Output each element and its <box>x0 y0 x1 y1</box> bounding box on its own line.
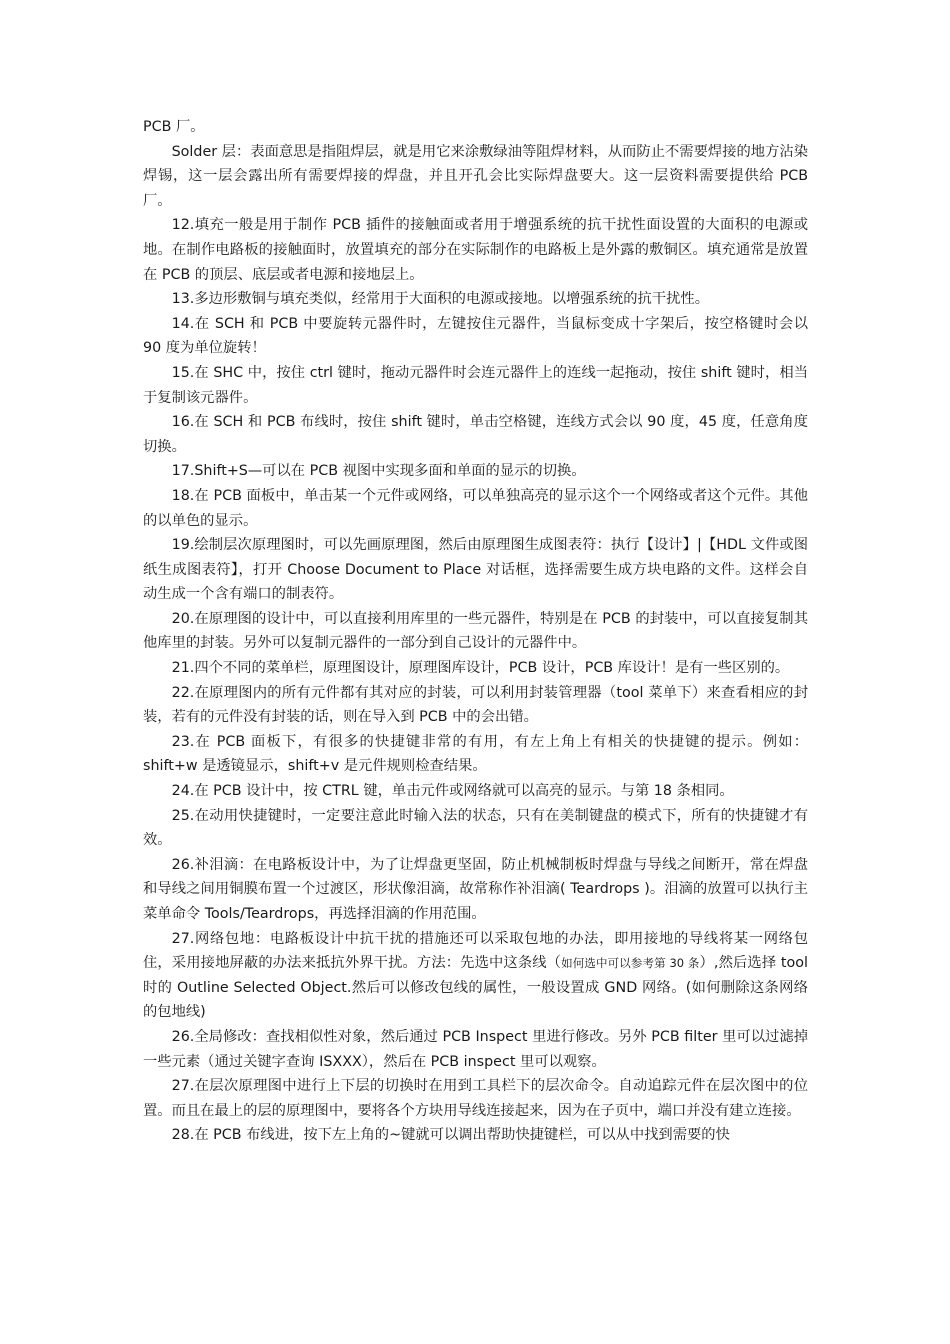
paragraph-note: 如何选中可以参考第 30 条 <box>561 956 700 971</box>
paragraph: 20.在原理图的设计中，可以直接利用库里的一些元器件，特别是在 PCB 的封装中，可以直接复制其他库里的封装。另外可以复制元器件的一部分到自己设计的元器件中。 <box>143 610 808 652</box>
paragraph: Solder 层：表面意思是指阻焊层，就是用它来涂敷绿油等阻焊材料，从而防止不需要焊接的地方沾染焊锡，这一层会露出所有需要焊接的焊盘，并且开孔会比实际焊盘要大。这一层资料需要提供给 PCB 厂。 <box>143 143 808 209</box>
paragraph-text: ）,然后选择 tool 时的 Outline Selected Object.然后可以修改包线的属性，一般设置成 GND 网络。(如何删除这条网络的包地线) <box>143 955 808 1021</box>
paragraph: 23.在 PCB 面板下，有很多的快捷键非常的有用，有左上角上有相关的快捷键的提示。例如：shift+w 是透镜显示，shift+v 是元件规则检查结果。 <box>143 733 808 775</box>
paragraph: 14.在 SCH 和 PCB 中要旋转元器件时，左键按住元器件，当鼠标变成十字架后，按空格键时会以 90 度为单位旋转！ <box>143 315 808 357</box>
paragraph-text: 27.网络包地：电路板设计中抗干扰的措施还可以采取包地的办法，即用接地的导线将某一网络包住，采用接地屏蔽的办法来抵抗外界干扰。方法：先选中这条线（ <box>143 930 808 972</box>
paragraph: 15.在 SHC 中，按住 ctrl 键时，拖动元器件时会连元器件上的连线一起拖动，按住 shift 键时，相当于复制该元器件。 <box>143 364 808 406</box>
paragraph: 26.全局修改：查找相似性对象，然后通过 PCB Inspect 里进行修改。另外 PCB filter 里可以过滤掉一些元素（通过关键字查询 ISXXX），然后在 PCB inspect 里可以观察。 <box>143 1028 808 1070</box>
paragraph: 26.补泪滴：在电路板设计中，为了让焊盘更坚固，防止机械制板时焊盘与导线之间断开，常在焊盘和导线之间用铜膜布置一个过渡区，形状像泪滴，故常称作补泪滴( Teardrops )。泪滴的放置可以执行主菜单命令 Tools/Teardrops，再选择泪滴的作用范围。 <box>143 856 808 922</box>
paragraph: 17.Shift+S—可以在 PCB 视图中实现多面和单面的显示的切换。 <box>171 463 586 480</box>
paragraph: 21.四个不同的菜单栏，原理图设计，原理图库设计，PCB 设计，PCB 库设计！是有一些区别的。 <box>171 660 790 677</box>
paragraph: 18.在 PCB 面板中，单击某一个元件或网络，可以单独高亮的显示这个一个网络或者这个元件。其他的以单色的显示。 <box>143 487 808 529</box>
paragraph: 24.在 PCB 设计中，按 CTRL 键，单击元件或网络就可以高亮的显示。与第 18 条相同。 <box>171 783 734 800</box>
paragraph: 13.多边形敷铜与填充类似，经常用于大面积的电源或接地。以增强系统的抗干扰性。 <box>171 291 710 308</box>
paragraph: 16.在 SCH 和 PCB 布线时，按住 shift 键时，单击空格键，连线方式会以 90 度，45 度，任意角度切换。 <box>143 414 808 455</box>
document-body <box>143 115 808 1148</box>
paragraph: 28.在 PCB 布线进，按下左上角的~键就可以调出帮助快捷键栏，可以从中找到需要的快 <box>171 1127 730 1144</box>
paragraph: 27.在层次原理图中进行上下层的切换时在用到工具栏下的层次命令。自动追踪元件在层次图中的位置。而且在最上的层的原理图中，要将各个方块用导线连接起来，因为在子页中，端口并没有建立连接。 <box>143 1078 808 1119</box>
paragraph: 19.绘制层次原理图时，可以先画原理图，然后由原理图生成图表符：执行【设计】|【HDL 文件或图纸生成图表符】，打开 Choose Document to Place 对话框，选择需要生成方块电路的文件。这样会自动生成一个含有端口的制表符。 <box>143 537 808 603</box>
paragraph: 25.在动用快捷键时，一定要注意此时输入法的状态，只有在美制键盘的模式下，所有的快捷键才有效。 <box>143 807 808 849</box>
paragraph: PCB 厂。 <box>143 119 205 135</box>
paragraph: 12.填充一般是用于制作 PCB 插件的接触面或者用于增强系统的抗干扰性面设置的大面积的电源或地。在制作电路板的接触面时，放置填充的部分在实际制作的电路板上是外露的敷铜区。填充通常是放置在 PCB 的顶层、底层或者电源和接地层上。 <box>143 217 808 283</box>
paragraph <box>143 927 808 1025</box>
paragraph: 22.在原理图内的所有元件都有其对应的封装，可以利用封装管理器（tool 菜单下）来查看相应的封装，若有的元件没有封装的话，则在导入到 PCB 中的会出错。 <box>143 684 808 726</box>
